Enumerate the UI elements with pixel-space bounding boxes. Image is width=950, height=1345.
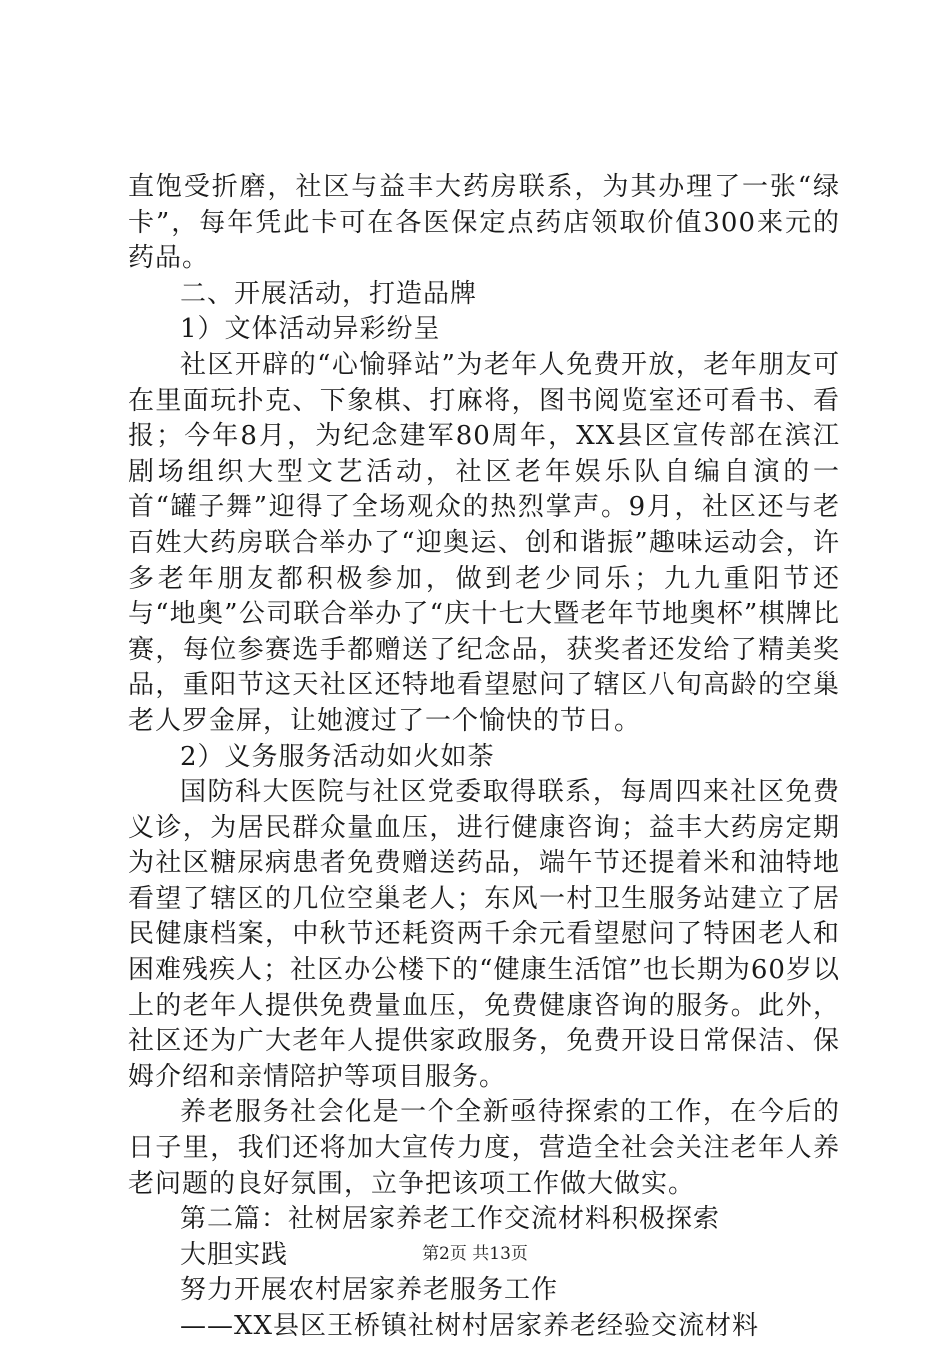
- subsection-heading: 1）文体活动异彩纷呈: [180, 314, 441, 345]
- chapter-title: 第二篇：社树居家养老工作交流材料积极探索: [180, 1204, 721, 1235]
- chapter-title-line: 大胆实践: [180, 1239, 289, 1270]
- section-heading: 二、开展活动，打造品牌: [180, 278, 478, 309]
- paragraph: 养老服务社会化是一个全新亟待探索的工作，在今后的日子里，我们还将加大宣传力度，营造全社会关注老年人养老问题的良好氛围，立争把该项工作做大做实。: [128, 1097, 840, 1199]
- chapter-subtitle: ——XX县区王桥镇社树村居家养老经验交流材料: [180, 1311, 760, 1341]
- subsection-heading: 2）义务服务活动如火如荼: [180, 741, 495, 772]
- paragraph: 社区开辟的“心愉驿站”为老年人免费开放，老年朋友可在里面玩扑克、下象棋、打麻将，图书阅览室还可看书、看报；今年8月，为纪念建军80周年，XX县区宣传部在滨江剧场组织大型文艺活动，社区老年娱乐队自编自演的一首“罐子舞”迎得了全场观众的热烈掌声。9月，社区还与老百姓大药房联合举办了“迎奥运、创和谐振”趣味运动会，许多老年朋友都积极参加，做到老少同乐；九九重阳节还与“地奥”公司联合举办了“庆十七大暨老年节地奥杯”棋牌比赛，每位参赛选手都赠送了纪念品，获奖者还发给了精美奖品，重阳节这天社区还特地看望慰问了辖区八旬高龄的空巢老人罗金屏，让她渡过了一个愉快的节日。: [128, 349, 840, 736]
- page-indicator: 第2页 共13页: [422, 1244, 528, 1264]
- chapter-title-line: 努力开展农村居家养老服务工作: [180, 1275, 559, 1306]
- page-footer: [0, 1243, 950, 1265]
- document-body: [128, 170, 840, 1345]
- paragraph: 国防科大医院与社区党委取得联系，每周四来社区免费义诊，为居民群众量血压，进行健康咨询；益丰大药房定期为社区糖尿病患者免费赠送药品，端午节还提着米和油特地看望了辖区的几位空巢老人；东风一村卫生服务站建立了居民健康档案，中秋节还耗资两千余元看望慰问了特困老人和困难残疾人；社区办公楼下的“健康生活馆”也长期为60岁以上的老年人提供免费量血压，免费健康咨询的服务。此外，社区还为广大老年人提供家政服务，免费开设日常保洁、保姆介绍和亲情陪护等项目服务。: [128, 777, 840, 1092]
- paragraph-continuation: 直饱受折磨，社区与益丰大药房联系，为其办理了一张“绿卡”，每年凭此卡可在各医保定点药店领取价值300来元的药品。: [128, 172, 840, 274]
